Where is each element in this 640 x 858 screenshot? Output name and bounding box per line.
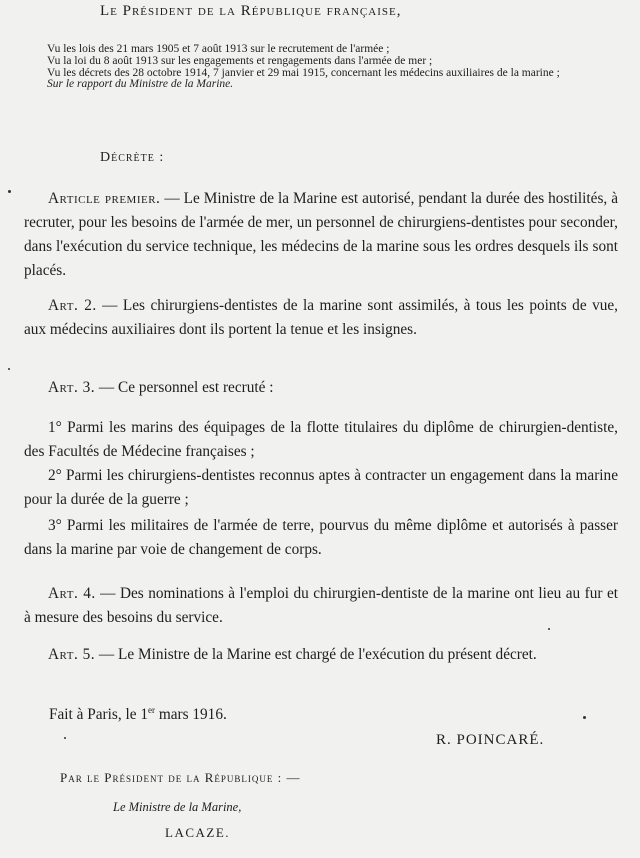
minister-signature: LACAZE. — [165, 825, 231, 840]
visa-line: Sur le rapport du Ministre de la Marine. — [47, 78, 234, 91]
article-text: — Ce personnel est recruté : — [95, 379, 274, 396]
date-prefix: Fait à Paris, le 1 — [49, 706, 148, 724]
date-line — [49, 705, 227, 724]
article-3 — [24, 376, 618, 400]
list-item: 2° Parmi les chirurgiens-dentistes reconnus aptes à contracter un engagement dans la marine pour la durée de la guerre ; — [24, 467, 618, 508]
visa-line: Vu la loi du 8 août 1913 sur les engagements et rengagements dans l'armée de mer ; — [47, 54, 433, 67]
article-1 — [24, 187, 618, 283]
visas-block — [30, 44, 610, 91]
date-suffix: mars 1916. — [155, 706, 227, 724]
article-label: Art. 5. — [48, 646, 96, 663]
visa-line: Vu les décrets des 28 octobre 1914, 7 janvier et 29 mai 1915, concernant les médecins auxiliaires de la marine ; — [47, 66, 560, 79]
article-text: — Le Ministre de la Marine est autorisé, pendant la durée des hostilités, à recruter, pour les besoins de l'armée de mer, un personnel de chirurgiens-dentistes pour seconder, dans l'exécution du service technique, les médecins de la marine sous les ordres desquels ils sont placés. — [24, 190, 618, 279]
date-superscript: er — [148, 705, 155, 715]
document-title: Le Président de la République française, — [100, 3, 402, 19]
visa-line: Vu les lois des 21 mars 1905 et 7 août 1913 sur le recrutement de l'armée ; — [47, 43, 390, 55]
ink-speck — [8, 190, 11, 193]
article-4 — [24, 582, 618, 630]
article-2 — [24, 294, 618, 342]
countersign-heading: Par le Président de la République : — — [60, 770, 301, 785]
list-item: 1° Parmi les marins des équipages de la flotte titulaires du diplôme de chirurgien-dentiste, des Facultés de Médecine françaises ; — [24, 419, 618, 460]
article-text: — Le Ministre de la Marine est chargé de l'exécution du présent décret. — [95, 646, 537, 663]
article-5 — [24, 643, 618, 667]
article-label: Art. 4. — [48, 585, 96, 602]
recruitment-item-2 — [24, 464, 618, 512]
article-label: Art. 2. — [48, 297, 97, 314]
article-label: Article premier. — [48, 190, 161, 207]
ink-speck — [548, 628, 550, 630]
ink-speck — [8, 368, 10, 370]
ink-speck — [583, 716, 586, 719]
recruitment-item-1 — [24, 416, 618, 464]
ink-speck — [64, 737, 66, 739]
article-label: Art. 3. — [48, 379, 96, 396]
list-item: 3° Parmi les militaires de l'armée de terre, pourvus du même diplôme et autorisés à passer dans la marine par voie de changement de corps. — [24, 517, 618, 558]
article-text: — Des nominations à l'emploi du chirurgien-dentiste de la marine ont lieu au fur et à mesure des besoins du service. — [24, 585, 618, 626]
minister-title: Le Ministre de la Marine, — [113, 800, 242, 814]
decrete-heading: Décrète : — [100, 150, 165, 165]
recruitment-item-3 — [24, 514, 618, 562]
article-text: — Les chirurgiens-dentistes de la marine sont assimilés, à tous les points de vue, aux médecins auxiliaires dont ils portent la tenue et les insignes. — [24, 297, 618, 338]
president-signature: R. POINCARÉ. — [436, 732, 545, 748]
